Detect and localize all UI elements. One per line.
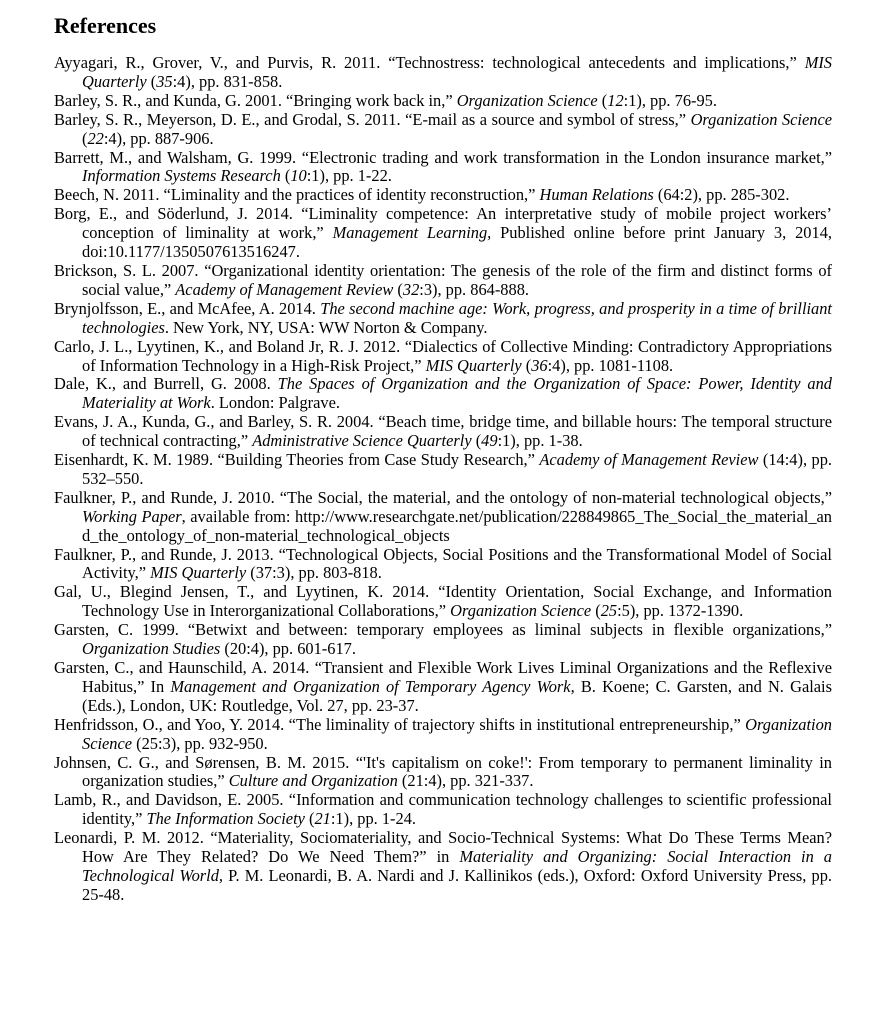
reference-text: :3), pp. 864-888.: [419, 279, 529, 299]
reference-entry: [54, 300, 832, 338]
reference-text: (21:4), pp. 321-337.: [397, 771, 534, 791]
reference-italic-text: Management Learning,: [332, 223, 492, 243]
reference-entry: [54, 413, 832, 451]
reference-text: Evans, J. A., Kunda, G., and Barley, S. R. 2004. “Beach time, bridge time, and billable hours: The temporal structure of technical contracting,”: [54, 412, 832, 451]
reference-entry: [54, 205, 832, 262]
reference-italic-text: Administrative Science Quarterly: [252, 431, 472, 451]
reference-text: (: [82, 128, 88, 148]
reference-text: Lamb, R., and Davidson, E. 2005. “Information and communication technology challenges to scientific professional identity,”: [54, 790, 832, 829]
reference-text: :1), pp. 76-95.: [623, 90, 717, 110]
reference-text: Brynjolfsson, E., and McAfee, A. 2014.: [54, 298, 321, 318]
reference-text: . London: Palgrave.: [210, 393, 340, 413]
reference-text: Beech, N. 2011. “Liminality and the practices of identity reconstruction,”: [54, 185, 540, 205]
reference-text: P. M. Leonardi, B. A. Nardi and J. Kallinikos (eds.), Oxford: Oxford University Press, pp. 25-48.: [82, 865, 833, 904]
reference-italic-text: 10: [290, 166, 307, 186]
reference-italic-text: 35: [156, 71, 173, 91]
reference-entry: [54, 149, 832, 187]
reference-italic-text: Human Relations: [539, 185, 654, 205]
reference-text: Faulkner, P., and Runde, J. 2013. “Technological Objects, Social Positions and the Transformational Model of Social Activity,”: [54, 544, 832, 583]
reference-entry: [54, 262, 832, 300]
reference-text: . New York, NY, USA: WW Norton & Company.: [164, 317, 488, 337]
reference-text: (: [280, 166, 291, 186]
reference-text: :1), pp. 1-22.: [306, 166, 392, 186]
reference-text: Gal, U., Blegind Jensen, T., and Lyytinen, K. 2014. “Identity Orientation, Social Exchange, and Information Technology Use in Interorganizational Collaborations,”: [54, 582, 832, 621]
reference-text: (: [591, 601, 601, 621]
reference-text: Published online before print January 3, 2014, doi:10.1177/1350507613516247.: [82, 223, 832, 262]
reference-entry: [54, 659, 832, 716]
reference-entry: [54, 583, 832, 621]
reference-entry: [54, 186, 832, 205]
reference-entry: [54, 829, 832, 905]
reference-text: :4), pp. 1081-1108.: [547, 355, 674, 375]
reference-text: (: [471, 431, 482, 451]
reference-text: (: [304, 809, 315, 829]
reference-url: http://www.researchgate.net/publication/228849865_The_Social_the_material_and_the_ontology_of_non-material_technological_objects: [82, 506, 832, 545]
reference-italic-text: Academy of Management Review: [539, 450, 759, 470]
reference-entry: [54, 754, 832, 792]
reference-italic-text: Organization Science: [82, 714, 832, 753]
reference-text: Ayyagari, R., Grover, V., and Purvis, R. 2011. “Technostress: technological antecedents and implications,”: [54, 53, 805, 72]
reference-text: B. Koene; C. Garsten, and N. Galais (Eds.), London, UK: Routledge, Vol. 27, pp. 23-37.: [82, 676, 832, 715]
reference-entry: [54, 338, 832, 376]
reference-text: (: [597, 90, 608, 110]
reference-text: (: [146, 71, 157, 91]
reference-italic-text: Management and Organization of Temporary Agency Work,: [170, 676, 575, 696]
reference-italic-text: Materiality and Organizing: Social Interaction in a Technological World,: [82, 847, 832, 885]
reference-italic-text: Organization Studies: [82, 639, 221, 659]
reference-italic-text: MIS Quarterly: [425, 355, 522, 375]
reference-italic-text: 49: [481, 431, 498, 451]
reference-italic-text: The second machine age: Work, progress, and prosperity in a time of brilliant technologies: [82, 298, 832, 337]
reference-italic-text: Organization Science: [456, 90, 598, 110]
reference-italic-text: 22: [87, 128, 104, 148]
reference-italic-text: 12: [607, 90, 624, 110]
reference-text: Eisenhardt, K. M. 1989. “Building Theories from Case Study Research,”: [54, 450, 540, 470]
reference-text: Garsten, C. 1999. “Betwixt and between: temporary employees as liminal subjects in flexible organizations,”: [54, 620, 832, 640]
reference-entry: [54, 451, 832, 489]
reference-text: Barley, S. R., Meyerson, D. E., and Grodal, S. 2011. “E-mail as a source and symbol of stress,”: [54, 109, 691, 129]
reference-entry: [54, 375, 832, 413]
reference-text: :4), pp. 887-906.: [103, 128, 214, 148]
section-heading: References: [54, 13, 157, 38]
reference-italic-text: Organization Science: [450, 601, 592, 621]
reference-text: Dale, K., and Burrell, G. 2008.: [54, 374, 278, 394]
reference-list: [54, 54, 832, 905]
reference-text: Garsten, C., and Haunschild, A. 2014. “Transient and Flexible Work Lives Liminal Organizations and the Reflexive Habitus,” In: [54, 658, 832, 696]
reference-text: Barley, S. R., and Kunda, G. 2001. “Bringing work back in,”: [54, 90, 457, 110]
reference-italic-text: The Information Society: [146, 809, 305, 829]
reference-text: (64:2), pp. 285-302.: [653, 185, 790, 205]
reference-italic-text: Information Systems Research: [82, 166, 281, 186]
reference-text: (20:4), pp. 601-617.: [220, 639, 356, 659]
reference-entry: [54, 621, 832, 659]
reference-text: (25:3), pp. 932-950.: [132, 733, 268, 753]
reference-text: Barrett, M., and Walsham, G. 1999. “Electronic trading and work transformation in the London insurance market,”: [54, 147, 832, 167]
reference-text: Faulkner, P., and Runde, J. 2010. “The Social, the material, and the ontology of non-material technological objects,”: [54, 487, 832, 507]
reference-entry: [54, 546, 832, 584]
reference-text: , available from:: [181, 506, 296, 526]
reference-text: Johnsen, C. G., and Sørensen, B. M. 2015. “'It's capitalism on coke!': From temporary to permanent liminality in organization studies,”: [54, 752, 832, 791]
reference-text: Leonardi, P. M. 2012. “Materiality, Sociomateriality, and Socio-Technical Systems: What Do These Terms Mean? How Are They Related? Do We Need Them?” in: [54, 828, 832, 867]
reference-entry: [54, 111, 832, 149]
reference-text: (37:3), pp. 803-818.: [246, 563, 382, 583]
reference-text: Carlo, J. L., Lyytinen, K., and Boland Jr, R. J. 2012. “Dialectics of Collective Minding: Contradictory Appropriations of Information Technology in a High-Risk Project,”: [54, 336, 832, 375]
reference-text: (14:4), pp. 532–550.: [82, 450, 832, 488]
reference-italic-text: Organization Science: [690, 109, 832, 129]
reference-text: :5), pp. 1372-1390.: [617, 601, 744, 621]
reference-entry: [54, 489, 832, 546]
reference-text: Henfridsson, O., and Yoo, Y. 2014. “The liminality of trajectory shifts in institutional entrepreneurship,”: [54, 714, 746, 734]
reference-text: Brickson, S. L. 2007. “Organizational identity orientation: The genesis of the role of the firm and distinct forms of social value,”: [54, 260, 832, 299]
reference-text: :4), pp. 831-858.: [172, 71, 283, 91]
reference-italic-text: 36: [531, 355, 548, 375]
reference-italic-text: 21: [314, 809, 331, 829]
reference-text: :1), pp. 1-24.: [330, 809, 416, 829]
reference-text: :1), pp. 1-38.: [497, 431, 583, 451]
reference-entry: [54, 716, 832, 754]
reference-entry: [54, 92, 832, 111]
reference-text: Borg, E., and Söderlund, J. 2014. “Liminality competence: An interpretative study of mobile project workers’ conception of liminality at work,”: [54, 204, 832, 243]
reference-italic-text: MIS Quarterly: [150, 563, 247, 583]
reference-italic-text: The Spaces of Organization and the Organization of Space: Power, Identity and Materiality at Work: [82, 374, 832, 413]
reference-entry: [54, 791, 832, 829]
reference-italic-text: Academy of Management Review: [175, 279, 394, 299]
reference-italic-text: MIS Quarterly: [82, 53, 832, 91]
reference-text: (: [521, 355, 532, 375]
reference-text: (: [393, 279, 403, 299]
reference-italic-text: Working Paper: [82, 506, 182, 526]
reference-entry: [54, 54, 832, 92]
reference-italic-text: 32: [402, 279, 420, 299]
reference-italic-text: Culture and Organization: [228, 771, 398, 791]
reference-italic-text: 25: [600, 601, 618, 621]
